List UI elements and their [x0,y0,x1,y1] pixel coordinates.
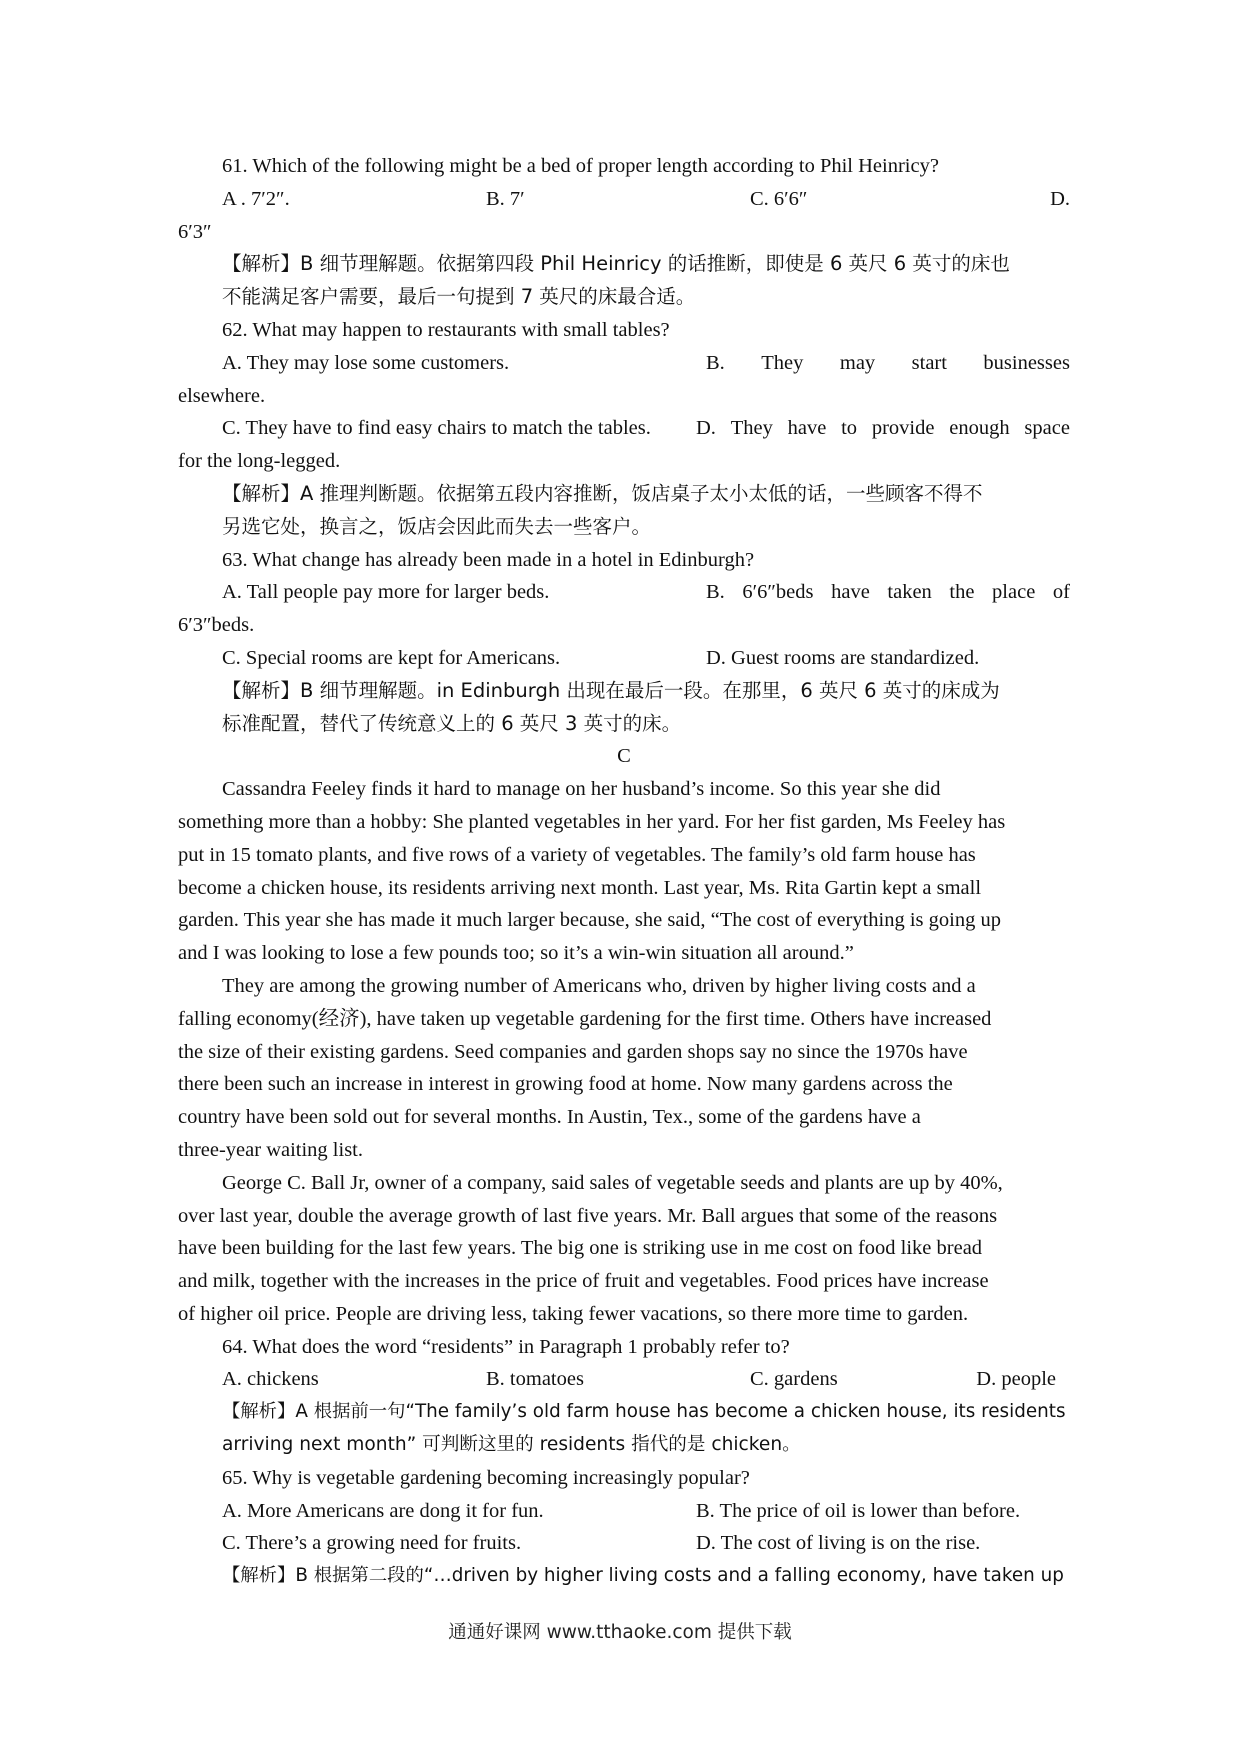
q61-option-d-wrap: 6′3″ [178,220,212,243]
q62-option-a: A. They may lose some customers. [222,351,510,374]
word: They [730,417,773,440]
passage-line: become a chicken house, its residents arriving next month. Last year, Ms. Rita Gartin kept a small [178,876,982,899]
q64-analysis-line-1: 【解析】A 根据前一句“The family’s old farm house has become a chicken house, its residents [222,1401,1066,1423]
word: taken [887,581,932,604]
q63-analysis-line-1: 【解析】B 细节理解题。in Edinburgh 出现在最后一段。在那里，6 英尺 6 英寸的床成为 [222,678,1000,702]
page-footer: 通通好课网 www.tthaoke.com 提供下载 [448,1622,792,1643]
q65-analysis-line-1: 【解析】B 根据第二段的“…driven by higher living costs and a falling economy, have taken up [222,1565,1064,1587]
passage-line: Cassandra Feeley finds it hard to manage on her husband’s income. So this year she did [222,778,941,801]
passage-line: falling economy(经济), have taken up vegetable gardening for the first time. Others have increased [178,1007,992,1030]
passage-line: of higher oil price. People are driving less, taking fewer vacations, so there more time to garden. [178,1302,969,1325]
passage-line: garden. This year she has made it much larger because, she said, “The cost of everything is going up [178,909,1001,932]
passage-line: and milk, together with the increases in the price of fruit and vegetables. Food prices have increase [178,1270,989,1293]
word: have [831,581,870,604]
word: may [839,351,876,374]
q62-stem: 62. What may happen to restaurants with small tables? [222,318,670,341]
word: place [992,581,1036,604]
passage-line: country have been sold out for several months. In Austin, Tex., some of the gardens have a [178,1106,921,1129]
word: enough [949,417,1010,440]
q62-options-row-2 [178,412,1070,445]
q63-analysis-line-2: 标准配置，替代了传统意义上的 6 英尺 3 英寸的床。 [222,711,682,735]
q64-stem: 64. What does the word “residents” in Paragraph 1 probably refer to? [222,1335,790,1358]
passage-line: there been such an increase in interest in growing food at home. Now many gardens across the [178,1073,953,1096]
document-page [178,150,1070,1593]
passage-line: and I was looking to lose a few pounds too; so it’s a win-win situation all around.” [178,942,854,965]
q65-option-d: D. The cost of living is on the rise. [696,1532,981,1555]
q63-option-d: D. Guest rooms are standardized. [706,646,980,669]
q65-stem: 65. Why is vegetable gardening becoming increasingly popular? [222,1466,750,1489]
q64-analysis-line-2: arriving next month” 可判断这里的 residents 指代的是 chicken。 [222,1434,801,1456]
q62-option-d [696,412,1070,445]
q61-analysis-line-2: 不能满足客户需要，最后一句提到 7 英尺的床最合适。 [222,285,696,309]
q62-analysis-line-2: 另选它处，换言之，饭店会因此而失去一些客户。 [222,514,652,538]
word: B. [706,581,725,604]
q62-option-b [706,347,1070,380]
q64-option-a: A. chickens [222,1368,319,1391]
word: 6′6″beds [742,581,814,604]
q61-option-b: B. 7′ [486,187,525,210]
passage-line: over last year, double the average growth of last five years. Mr. Ball argues that some of the reasons [178,1204,998,1227]
q61-option-a: A . 7′2″. [222,187,290,210]
word: start [911,351,947,374]
q64-option-d: D. people [976,1368,1056,1391]
q63-options-row-2 [178,642,1070,675]
word: have [787,417,827,440]
word: space [1024,417,1070,440]
q64-option-c: C. gardens [750,1368,838,1391]
q62-option-d-wrap: for the long-legged. [178,450,341,473]
word: provide [871,417,935,440]
passage-line: have been building for the last few years. The big one is striking use in me cost on food like bread [178,1237,983,1260]
word: the [949,581,975,604]
q63-stem: 63. What change has already been made in a hotel in Edinburgh? [222,548,755,571]
q63-options-row-1 [178,576,1070,609]
q65-option-b: B. The price of oil is lower than before. [696,1499,1021,1522]
word: of [1052,581,1070,604]
q63-option-a: A. Tall people pay more for larger beds. [222,581,550,604]
q62-option-c: C. They have to find easy chairs to match the tables. [222,417,651,440]
word: B. [706,351,725,374]
q61-options [178,183,1070,216]
q65-option-c: C. There’s a growing need for fruits. [222,1532,522,1555]
q65-options-row-1 [178,1495,1070,1528]
passage-line: They are among the growing number of Americans who, driven by higher living costs and a [222,974,976,997]
passage-line: three-year waiting list. [178,1138,364,1161]
q65-option-a: A. More Americans are dong it for fun. [222,1499,544,1522]
q61-analysis-line-1: 【解析】B 细节理解题。依据第四段 Phil Heinricy 的话推断，即使是 6 英尺 6 英寸的床也 [222,252,1010,276]
q64-options [178,1363,1070,1396]
passage-paragraph-3 [178,1167,1070,1331]
passage-line: put in 15 tomato plants, and five rows of a variety of vegetables. The family’s old farm house has [178,843,976,866]
section-heading: C [617,745,631,768]
q61-option-d: D. [1050,187,1070,210]
passage-paragraph-2 [178,970,1070,1167]
q64-option-b: B. tomatoes [486,1368,584,1391]
q61-stem: 61. Which of the following might be a bed of proper length according to Phil Heinricy? [222,155,939,177]
q63-option-b [706,576,1070,609]
q65-options-row-2 [178,1527,1070,1560]
word: to [841,417,858,440]
q62-analysis-line-1: 【解析】A 推理判断题。依据第五段内容推断，饭店桌子太小太低的话，一些顾客不得不 [222,481,983,505]
q63-option-c: C. Special rooms are kept for Americans. [222,646,561,669]
passage-paragraph-1 [178,773,1070,970]
word: They [761,351,804,374]
word: D. [696,417,716,440]
passage-line: the size of their existing gardens. Seed companies and garden shops say no since the 1970s have [178,1040,968,1063]
q61-option-c: C. 6′6″ [750,187,808,210]
q62-options-row-1 [178,347,1070,380]
q63-option-b-wrap: 6′3″beds. [178,614,255,637]
passage-line: George C. Ball Jr, owner of a company, said sales of vegetable seeds and plants are up by 40%, [222,1171,1003,1194]
q62-option-b-wrap: elsewhere. [178,384,266,407]
passage-line: something more than a hobby: She planted vegetables in her yard. For her fist garden, Ms Feeley has [178,810,1006,833]
word: businesses [983,351,1070,374]
